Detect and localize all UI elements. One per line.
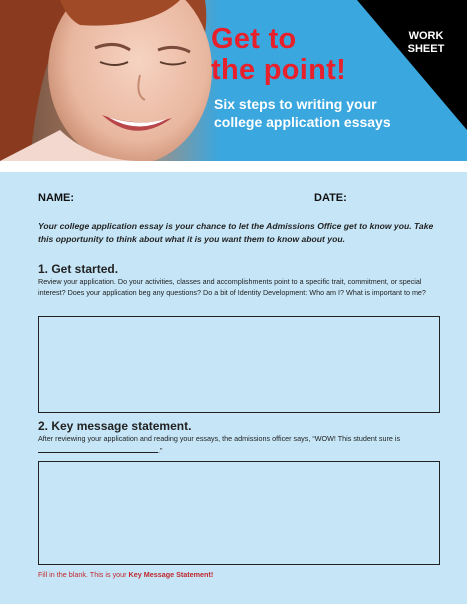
student-photo [0, 0, 220, 161]
section-2-title: 2. Key message statement. [38, 419, 192, 433]
subtitle-line-1: Six steps to writing your [214, 96, 377, 112]
subtitle-line-2: college application essays [214, 114, 391, 130]
title-line-2: the point! [211, 54, 347, 86]
title-line-1: Get to [211, 23, 297, 55]
student-photo-illustration [0, 0, 220, 161]
name-label: NAME: [38, 192, 75, 204]
section-2-body-end: .” [158, 445, 163, 455]
date-label: DATE: [314, 192, 347, 204]
note-emphasis: Key Message Statement! [128, 570, 214, 579]
worksheet-badge: WORK SHEET [407, 30, 445, 55]
section-2-answer-box[interactable] [38, 461, 440, 565]
fill-in-blank[interactable] [38, 445, 158, 453]
key-message-note [38, 570, 213, 579]
page-subtitle [214, 95, 391, 131]
divider [0, 161, 467, 172]
note-prefix: Fill in the blank. This is your [38, 570, 129, 579]
section-2-body [38, 434, 438, 456]
section-1-title: 1. Get started. [38, 262, 119, 276]
intro-text: Your college application essay is your chance to let the Admissions Office get to know you. Take this opportunity to think about what it is you want them to know about you. [38, 221, 434, 244]
section-2-body-text: After reviewing your application and reading your essays, the admissions officer says, “WOW! This student sure is [38, 434, 401, 443]
header-banner [0, 0, 467, 161]
section-1-answer-box[interactable] [38, 316, 440, 413]
section-1-body: Review your application. Do your activities, classes and accomplishments point to a specific trait, commitment, or special interest? Does your application beg any questions? Do a bit of Identity Development: Who am I? What is important to me? [38, 277, 426, 297]
page-title [211, 24, 346, 86]
